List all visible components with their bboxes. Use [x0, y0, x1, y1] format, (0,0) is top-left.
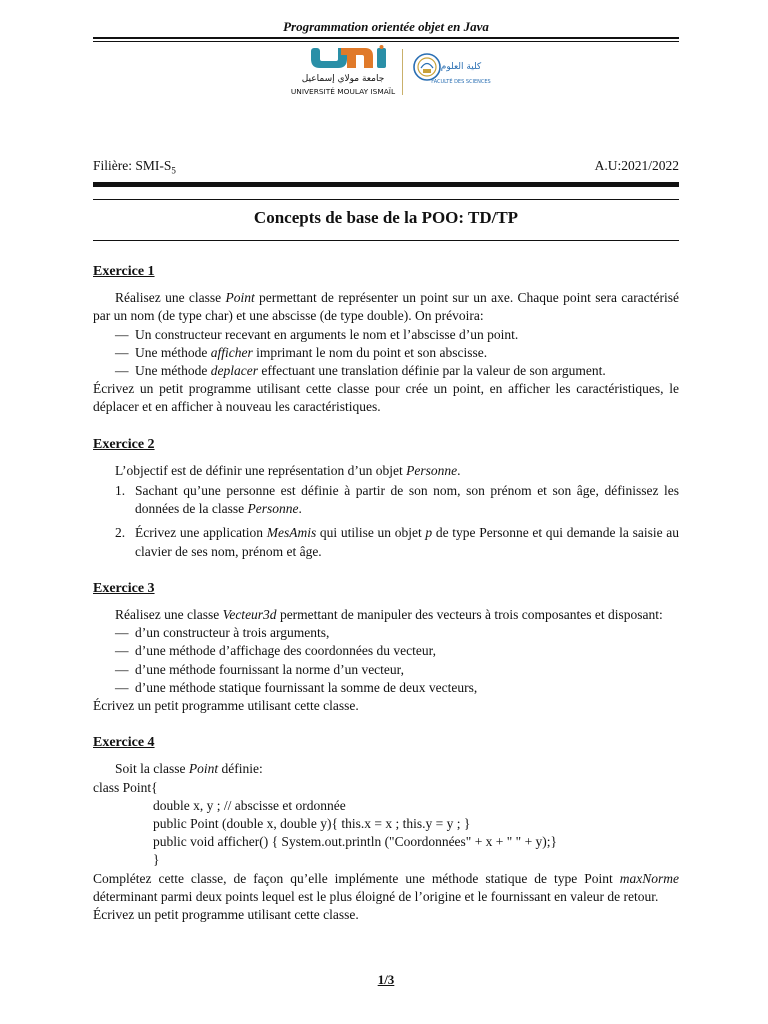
exercise-1-outro: Écrivez un petit programme utilisant cette classe pour crée un point, en afficher les caractéristiques, le déplacer et en afficher à nouveau les caractéristiques. — [93, 381, 679, 415]
exercise-4 — [93, 734, 679, 924]
exercise-3 — [93, 580, 679, 715]
exercise-3-outro: Écrivez un petit programme utilisant cette classe. — [93, 698, 359, 714]
exercise-3-heading: Exercice 3 — [93, 580, 155, 596]
exercise-2-item: 1. Sachant qu’une personne est définie à partir de son nom, son prénom et son âge, définissez les données de la classe Personne. — [115, 483, 679, 517]
university-logo — [289, 45, 397, 99]
exercise-1-heading: Exercice 1 — [93, 264, 155, 279]
document-page — [93, 0, 679, 1024]
exercise-2-heading: Exercice 2 — [93, 436, 155, 452]
page-number: 1/3 — [377, 972, 395, 987]
title-rule-bottom — [93, 240, 679, 241]
filiere: Filière: SMI-$S_5$ — [93, 158, 176, 176]
faculty-logo — [411, 47, 491, 99]
exercise-2 — [93, 436, 679, 561]
exercise-3-item: — d’un constructeur à trois arguments, — [115, 625, 330, 641]
exercises — [93, 263, 679, 924]
academic-year: A.U:2021/2022 — [594, 158, 679, 173]
exercise-1-item: — Une méthode afficher imprimant le nom du point et son abscisse. — [115, 344, 488, 360]
exercise-3-intro: Réalisez une classe Vecteur3d permettant de manipuler des vecteurs à trois composantes et disposant: — [115, 607, 663, 623]
course-title: Programmation orientée objet en Java — [283, 19, 489, 34]
exercise-1-intro: Réalisez une classe Point permettant de représenter un point sur un axe. Chaque point sera caractérisé par un nom (de type char) et une abscisse (de type double). On prévoira: — [93, 290, 679, 324]
university-arabic-name: جامعة مولاي إسماعيل — [301, 74, 385, 84]
faculty-latin-name: FACULTÉ DES SCIENCES — [431, 79, 491, 85]
exercise-3-item: — d’une méthode d’affichage des coordonnées du vecteur, — [115, 643, 436, 659]
exercise-4-outro-2: Écrivez un petit programme utilisant cette classe. — [93, 907, 359, 923]
meta-row — [93, 158, 679, 178]
code-line: class Point{ — [93, 779, 158, 795]
exercise-2-intro: L’objectif est de définir une représentation d’un objet Personne. — [115, 462, 461, 478]
exercise-3-item: — d’une méthode fournissant la norme d’un vecteur, — [115, 661, 404, 677]
header-rule-top — [93, 37, 679, 39]
exercise-4-intro: Soit la classe Point définie: — [115, 761, 263, 777]
code-line: public Point (double x, double y){ this.x = x ; this.y = y ; } — [153, 816, 471, 832]
meta-rule — [93, 182, 679, 187]
logo-divider — [402, 49, 403, 95]
exercise-3-item: — d’une méthode statique fournissant la somme de deux vecteurs, — [115, 679, 478, 695]
code-line: double x, y ; // abscisse et ordonnée — [153, 797, 346, 813]
exercise-2-item: 2. Écrivez une application MesAmis qui utilise un objet p de type Personne et qui demande la saisie au clavier de ses nom, prénom et âge. — [115, 525, 679, 559]
exercise-1-item: — Une méthode deplacer effectuant une translation définie par la valeur de son argument. — [115, 363, 606, 379]
header-rule-bottom — [93, 41, 679, 42]
code-line: public void afficher() { System.out.println ("Coordonnées" + x + " " + y);} — [153, 834, 558, 850]
title-rule-top — [93, 199, 679, 200]
university-latin-name: UNIVERSITÉ MOULAY ISMAÏL — [290, 87, 396, 96]
faculty-arabic-name: كلية العلوم — [440, 62, 482, 72]
exercise-1 — [93, 263, 679, 417]
code-line: } — [153, 852, 160, 868]
exercise-4-heading: Exercice 4 — [93, 735, 155, 751]
exercise-1-item: — Un constructeur recevant en arguments le nom et l’abscisse d’un point. — [115, 326, 519, 342]
exercise-4-outro: Complétez cette classe, de façon qu’elle implémente une méthode statique de type Point maxNorme déterminant parmi deux points lequel est le plus éloigné de l’origine et le fournissant en valeur de retour. — [93, 870, 679, 904]
logos — [93, 45, 679, 100]
document-title: Concepts de base de la POO: TD/TP — [253, 208, 519, 227]
